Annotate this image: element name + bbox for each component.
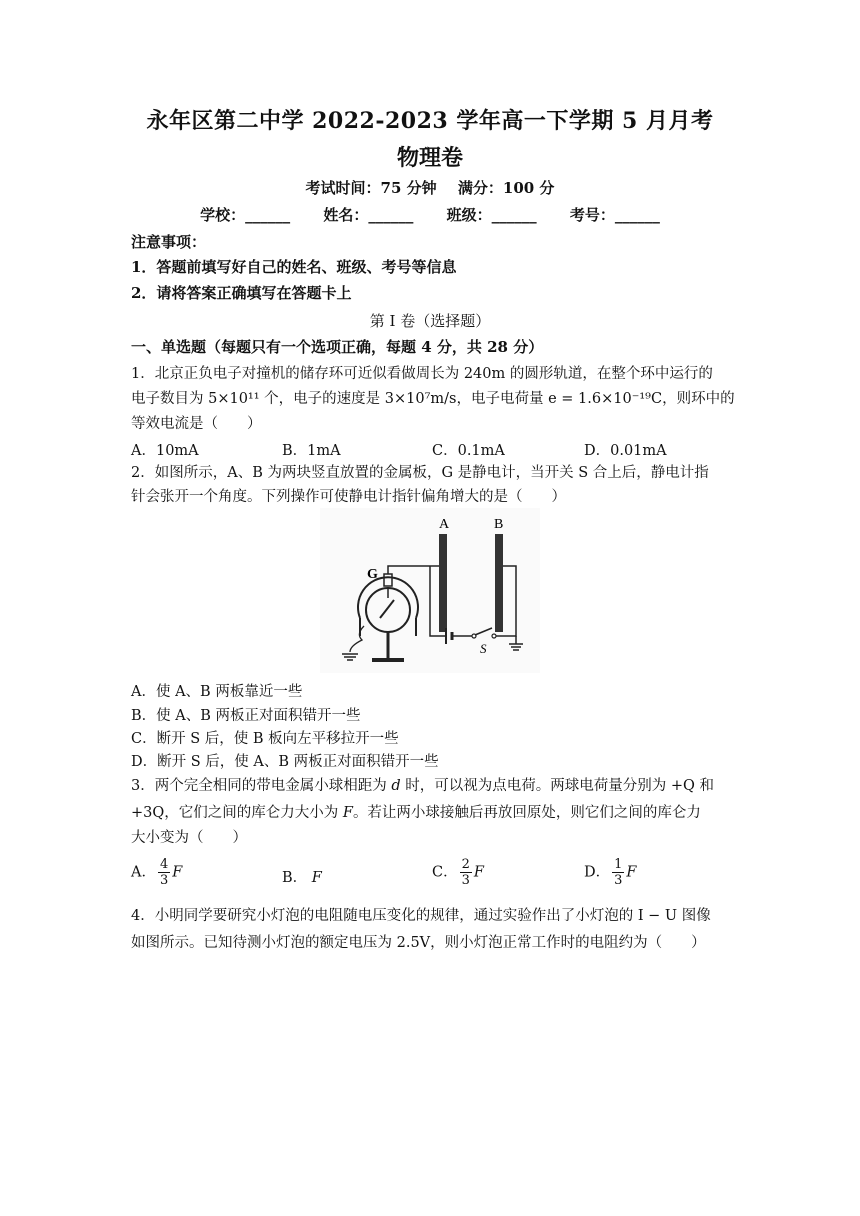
- q2-text: 2．如图所示，A、B 为两块竖直放置的金属板，G 是静电计，当开关 S 合上后，静电计指: [131, 465, 709, 481]
- student-fields: [0, 204, 860, 225]
- note-item: 1．答题前填写好自己的姓名、班级、考号等信息: [131, 258, 457, 276]
- q3-option-a: A． $\frac{4}{3}$ F: [131, 857, 183, 888]
- exam-time: 考试时间：75 分钟: [305, 179, 437, 197]
- q2-option-a: A．使 A、B 两板靠近一些: [131, 684, 303, 700]
- plate-a: [439, 534, 447, 632]
- exam-meta: [0, 177, 860, 198]
- q1-text: 1．北京正负电子对撞机的储存环可近似看做周长为 240m 的圆形轨道，在整个环中运行的: [131, 366, 713, 382]
- label-plate-a: A: [439, 517, 450, 532]
- q2-option-d: D．断开 S 后，使 A、B 两板正对面积错开一些: [131, 754, 439, 770]
- q2-text: 针会张开一个角度。下列操作可使静电计指针偏角增大的是（ ）: [131, 489, 566, 505]
- volume-title: 第 I 卷（选择题）: [369, 312, 491, 330]
- label-electrometer: G: [367, 567, 378, 582]
- q3-text: 大小变为（ ）: [131, 830, 247, 846]
- q4-text: 如图所示。已知待测小灯泡的额定电压为 2.5V，则小灯泡正常工作时的电阻约为（ ）: [131, 935, 706, 951]
- q2-option-c: C．断开 S 后，使 B 板向左平移拉开一些: [131, 731, 399, 747]
- field-class: 班级：______: [446, 206, 537, 224]
- electrometer-circuit-figure: [320, 508, 540, 673]
- plate-b: [495, 534, 503, 632]
- q3-option-b: B． F: [282, 870, 322, 886]
- q3-option-c: C． $\frac{2}{3}$ F: [432, 857, 484, 888]
- exam-subject: 物理卷: [396, 145, 463, 171]
- field-number: 考号：______: [569, 206, 660, 224]
- label-plate-b: B: [494, 517, 504, 532]
- exam-title: 永年区第二中学 2022-2023 学年高一下学期 5 月月考: [146, 108, 714, 134]
- note-item: 2．请将答案正确填写在答题卡上: [131, 284, 352, 302]
- q2-option-b: B．使 A、B 两板正对面积错开一些: [131, 708, 361, 724]
- q1-option-b: B．1mA: [282, 443, 341, 459]
- q3-text: +3Q，它们之间的库仑力大小为 F。若让两小球接触后再放回原处，则它们之间的库仑力: [131, 805, 701, 821]
- field-name: 姓名：______: [323, 206, 414, 224]
- q1-text: 电子数目为 5×10¹¹ 个，电子的速度是 3×10⁷m/s，电子电荷量 e = 1.6×10⁻¹⁹C，则环中的: [131, 391, 735, 407]
- q1-option-d: D．0.01mA: [584, 443, 667, 459]
- q1-text: 等效电流是（ ）: [131, 416, 262, 432]
- q3-text: 3．两个完全相同的带电金属小球相距为 d 时，可以视为点电荷。两球电荷量分别为 +Q 和: [131, 778, 715, 794]
- field-school: 学校：______: [200, 206, 291, 224]
- section-title: 一、单选题（每题只有一个选项正确，每题 4 分，共 28 分）: [131, 338, 544, 356]
- q1-option-c: C．0.1mA: [432, 443, 505, 459]
- q1-option-a: A．10mA: [131, 443, 199, 459]
- q3-option-d: D． $\frac{1}{3}$ F: [584, 857, 637, 888]
- q4-text: 4．小明同学要研究小灯泡的电阻随电压变化的规律，通过实验作出了小灯泡的 I − U 图像: [131, 908, 711, 924]
- notes-heading: 注意事项：: [131, 233, 207, 251]
- label-switch: S: [480, 641, 487, 656]
- full-score: 满分：100 分: [457, 179, 555, 197]
